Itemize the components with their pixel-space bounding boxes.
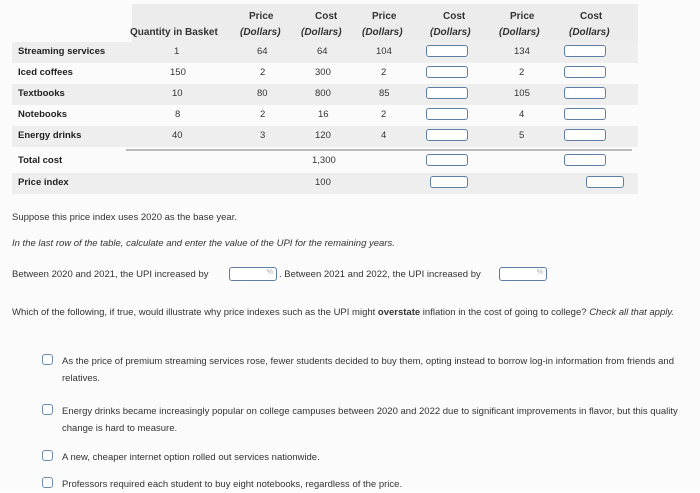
row-label: Streaming services bbox=[18, 46, 106, 57]
cost-2021-input[interactable] bbox=[426, 129, 468, 141]
upi-sentence-part2: . Between 2021 and 2022, the UPI increased by bbox=[279, 269, 481, 280]
row-label: Textbooks bbox=[18, 88, 65, 99]
price-2022-cell: 134 bbox=[514, 46, 530, 57]
question-instruction: Check all that apply. bbox=[589, 307, 675, 318]
price-index-label: Price index bbox=[18, 177, 69, 188]
qty-cell: 40 bbox=[172, 130, 183, 141]
price-2021-cell: 2 bbox=[381, 109, 387, 120]
header-price-2022-unit: (Dollars) bbox=[499, 27, 540, 38]
checkbox[interactable] bbox=[42, 450, 53, 461]
checkbox[interactable] bbox=[42, 404, 53, 415]
cost-2021-input[interactable] bbox=[426, 108, 468, 120]
instruction-base-year: Suppose this price index uses 2020 as the base year. bbox=[12, 212, 237, 223]
cost-2020-cell: 300 bbox=[315, 67, 331, 78]
header-cost-2021-unit: (Dollars) bbox=[430, 27, 471, 38]
qty-cell: 10 bbox=[172, 88, 183, 99]
row-label: Iced coffees bbox=[18, 67, 73, 78]
header-cost-2020: Cost bbox=[315, 11, 338, 22]
cost-2022-input[interactable] bbox=[564, 108, 606, 120]
cost-2022-input[interactable] bbox=[564, 66, 606, 78]
price-2020-cell: 2 bbox=[260, 67, 266, 78]
price-2021-cell: 85 bbox=[379, 88, 390, 99]
question-prefix: Which of the following, if true, would illustrate why price indexes such as the UPI might bbox=[12, 307, 378, 318]
table-row bbox=[12, 105, 638, 126]
cost-2020-cell: 64 bbox=[317, 46, 328, 57]
cost-2020-cell: 120 bbox=[315, 130, 331, 141]
header-price-2021-unit: (Dollars) bbox=[362, 27, 403, 38]
price-2022-cell: 5 bbox=[519, 130, 525, 141]
row-label: Energy drinks bbox=[18, 130, 82, 141]
percent-unit: % bbox=[536, 269, 543, 276]
price-2020-cell: 2 bbox=[260, 109, 266, 120]
header-price-2020-unit: (Dollars) bbox=[240, 27, 281, 38]
cost-2021-input[interactable] bbox=[426, 45, 468, 57]
cost-2022-input[interactable] bbox=[564, 129, 606, 141]
cost-2022-input[interactable] bbox=[564, 87, 606, 99]
question-bold: overstate bbox=[377, 307, 421, 318]
option-text: As the price of premium streaming services rose, fewer students decided to buy them, opting instead to borrow log-in information from friends and relatives. bbox=[62, 356, 674, 384]
table-row bbox=[12, 42, 638, 63]
option-text: Energy drinks became increasingly popular on college campuses between 2020 and 2022 due to significant improvements in flavor, but this quality change is hard to measure. bbox=[62, 406, 678, 434]
row-label: Notebooks bbox=[18, 109, 68, 120]
price-index-2022-input[interactable] bbox=[586, 176, 624, 188]
option-text: A new, cheaper internet option rolled out services nationwide. bbox=[62, 452, 320, 463]
price-2021-cell: 4 bbox=[381, 130, 387, 141]
question-text bbox=[12, 305, 698, 321]
table-row bbox=[12, 63, 638, 84]
percent-unit: % bbox=[266, 269, 273, 276]
total-cost-row bbox=[12, 151, 638, 172]
price-2021-cell: 2 bbox=[381, 67, 387, 78]
cost-2020-cell: 16 bbox=[318, 109, 329, 120]
qty-cell: 150 bbox=[170, 67, 186, 78]
checkbox[interactable] bbox=[42, 354, 53, 365]
total-cost-2021-input[interactable] bbox=[426, 154, 468, 166]
price-2020-cell: 80 bbox=[257, 88, 268, 99]
upi-increase-2021-input[interactable] bbox=[229, 267, 277, 281]
price-index-2020: 100 bbox=[315, 177, 331, 188]
header-price-2020: Price bbox=[249, 11, 274, 22]
cost-2020-cell: 800 bbox=[315, 88, 331, 99]
upi-sentence-part1: Between 2020 and 2021, the UPI increased by bbox=[12, 269, 209, 280]
price-2022-cell: 105 bbox=[514, 88, 530, 99]
total-cost-label: Total cost bbox=[18, 155, 63, 166]
price-2022-cell: 2 bbox=[519, 67, 525, 78]
question-middle: inflation in the cost of going to college? bbox=[420, 307, 590, 318]
table-row bbox=[12, 84, 638, 105]
total-cost-2020: 1,300 bbox=[312, 155, 336, 166]
header-background bbox=[132, 4, 638, 44]
upi-increase-2022-input[interactable] bbox=[499, 267, 547, 281]
cost-2021-input[interactable] bbox=[426, 66, 468, 78]
price-2022-cell: 4 bbox=[519, 109, 525, 120]
instruction-calc: In the last row of the table, calculate and enter the value of the UPI for the remaining years. bbox=[12, 238, 395, 249]
price-2021-cell: 104 bbox=[376, 46, 392, 57]
header-cost-2021: Cost bbox=[443, 11, 466, 22]
cost-2021-input[interactable] bbox=[426, 87, 468, 99]
header-price-2022: Price bbox=[510, 11, 535, 22]
header-price-2021: Price bbox=[372, 11, 397, 22]
price-2020-cell: 64 bbox=[257, 46, 268, 57]
option-text: Professors required each student to buy eight notebooks, regardless of the price. bbox=[62, 479, 403, 490]
table-row bbox=[12, 126, 638, 147]
price-index-row bbox=[12, 173, 638, 194]
price-index-2021-input[interactable] bbox=[430, 176, 468, 188]
qty-cell: 1 bbox=[174, 46, 180, 57]
cost-2022-input[interactable] bbox=[564, 45, 606, 57]
total-cost-2022-input[interactable] bbox=[564, 154, 606, 166]
header-quantity: Quantity in Basket bbox=[130, 27, 218, 38]
header-cost-2022: Cost bbox=[580, 11, 603, 22]
checkbox[interactable] bbox=[42, 477, 53, 488]
qty-cell: 8 bbox=[175, 109, 181, 120]
price-2020-cell: 3 bbox=[260, 130, 266, 141]
header-cost-2020-unit: (Dollars) bbox=[301, 27, 342, 38]
header-cost-2022-unit: (Dollars) bbox=[569, 27, 610, 38]
